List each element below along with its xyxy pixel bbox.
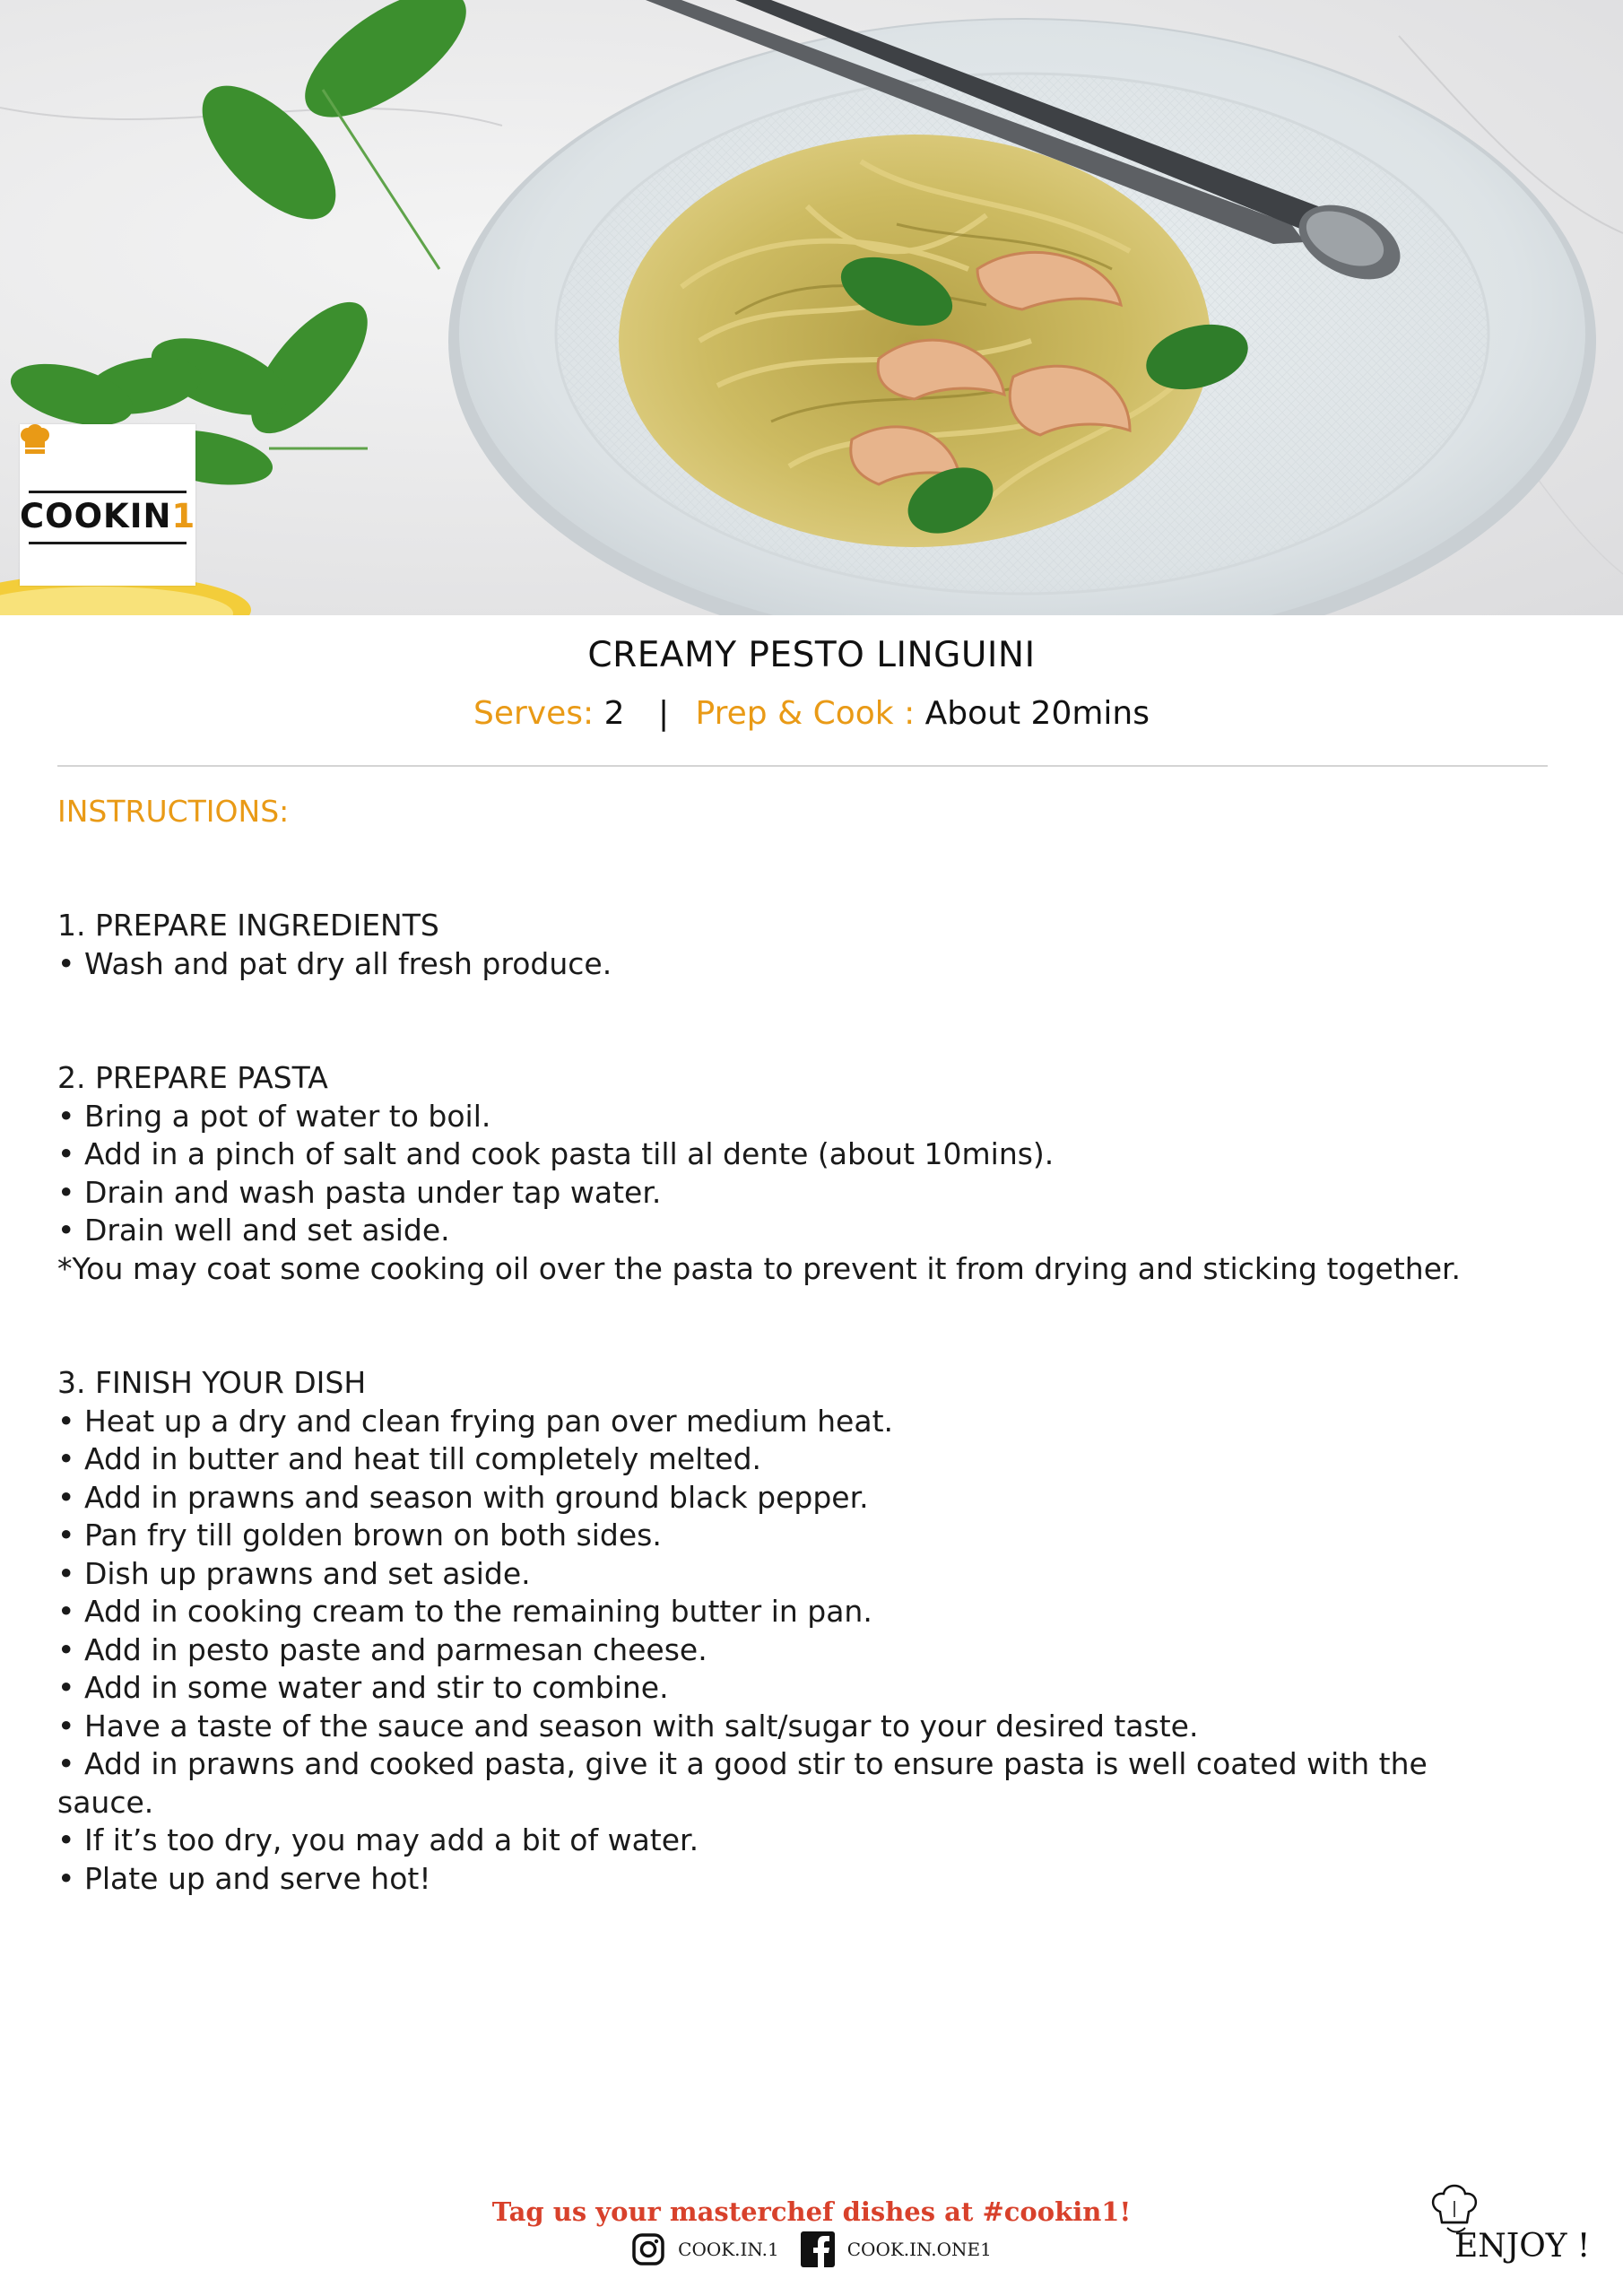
step-title: 3. FINISH YOUR DISH	[57, 1365, 367, 1400]
instructions-heading: INSTRUCTIONS:	[57, 794, 290, 829]
step-line: • Add in some water and stir to combine.	[57, 1670, 669, 1705]
recipe-meta	[0, 692, 1623, 735]
facebook-icon	[801, 2231, 835, 2267]
serves-value: 2	[603, 695, 625, 732]
step-line: • Pan fry till golden brown on both sides.	[57, 1518, 662, 1552]
logo-rule-top	[29, 491, 187, 493]
hero-photo	[0, 0, 1623, 615]
step-line: • Add in prawns and cooked pasta, give it a good stir to ensure pasta is well coated with the	[57, 1746, 1428, 1781]
instruction-step	[57, 1059, 1582, 1288]
step-line: • Add in pesto paste and parmesan cheese.	[57, 1631, 707, 1667]
step-title: 1. PREPARE INGREDIENTS	[57, 908, 439, 943]
facebook-handle: COOK.IN.ONE1	[846, 2239, 992, 2260]
prep-cook-value: About 20mins	[924, 695, 1150, 732]
step-line: • If it’s too dry, you may add a bit of water.	[57, 1822, 699, 1857]
instagram-handle: COOK.IN.1	[678, 2239, 779, 2260]
step-line: • Drain and wash pasta under tap water.	[57, 1174, 662, 1210]
step-line: • Bring a pot of water to boil.	[57, 1098, 491, 1134]
pasta-dish-illustration	[0, 0, 1623, 615]
meta-separator: |	[657, 695, 670, 732]
step-line: • Have a taste of the sauce and season with salt/sugar to your desired taste.	[57, 1708, 1199, 1744]
instruction-step	[57, 1364, 1582, 1898]
cookin1-logo	[20, 424, 195, 586]
recipe-title: CREAMY PESTO LINGUINI	[587, 635, 1036, 675]
step-line: • Wash and pat dry all fresh produce.	[57, 945, 612, 981]
section-divider	[57, 765, 1548, 767]
social-links	[0, 2230, 1623, 2269]
step-title: 2. PREPARE PASTA	[57, 1060, 328, 1095]
logo-wordmark-accent: 1	[171, 497, 196, 535]
instruction-step	[57, 907, 1582, 983]
step-line: • Add in butter and heat till completely melted.	[57, 1441, 762, 1476]
step-line: • Add in cooking cream to the remaining butter in pan.	[57, 1594, 872, 1629]
facebook-link[interactable]	[801, 2231, 992, 2267]
enjoy-text: ENJOY !	[1454, 2228, 1591, 2265]
step-line: • Plate up and serve hot!	[57, 1860, 431, 1896]
footer-tagline: Tag us your masterchef dishes at #cookin1!	[491, 2196, 1132, 2227]
logo-wordmark-main: COOKIN	[20, 497, 172, 535]
chef-hat-icon	[20, 424, 50, 455]
instagram-link[interactable]	[631, 2232, 779, 2266]
step-line: • Heat up a dry and clean frying pan over medium heat.	[57, 1403, 894, 1439]
serves-label: Serves:	[473, 695, 595, 732]
logo-wordmark	[20, 497, 195, 535]
instagram-icon	[631, 2232, 665, 2266]
step-line: sauce.	[57, 1784, 154, 1820]
step-line: • Add in a pinch of salt and cook pasta till al dente (about 10mins).	[57, 1136, 1055, 1171]
step-line: • Drain well and set aside.	[57, 1213, 450, 1248]
step-line: *You may coat some cooking oil over the pasta to prevent it from drying and sticking together.	[57, 1250, 1462, 1286]
step-line: • Dish up prawns and set aside.	[57, 1555, 531, 1591]
instruction-steps	[57, 907, 1582, 1974]
prep-cook-label: Prep & Cook :	[695, 695, 916, 732]
enjoy-signoff	[1428, 2181, 1607, 2271]
logo-rule-bottom	[29, 542, 187, 544]
step-line: • Add in prawns and season with ground black pepper.	[57, 1479, 869, 1515]
